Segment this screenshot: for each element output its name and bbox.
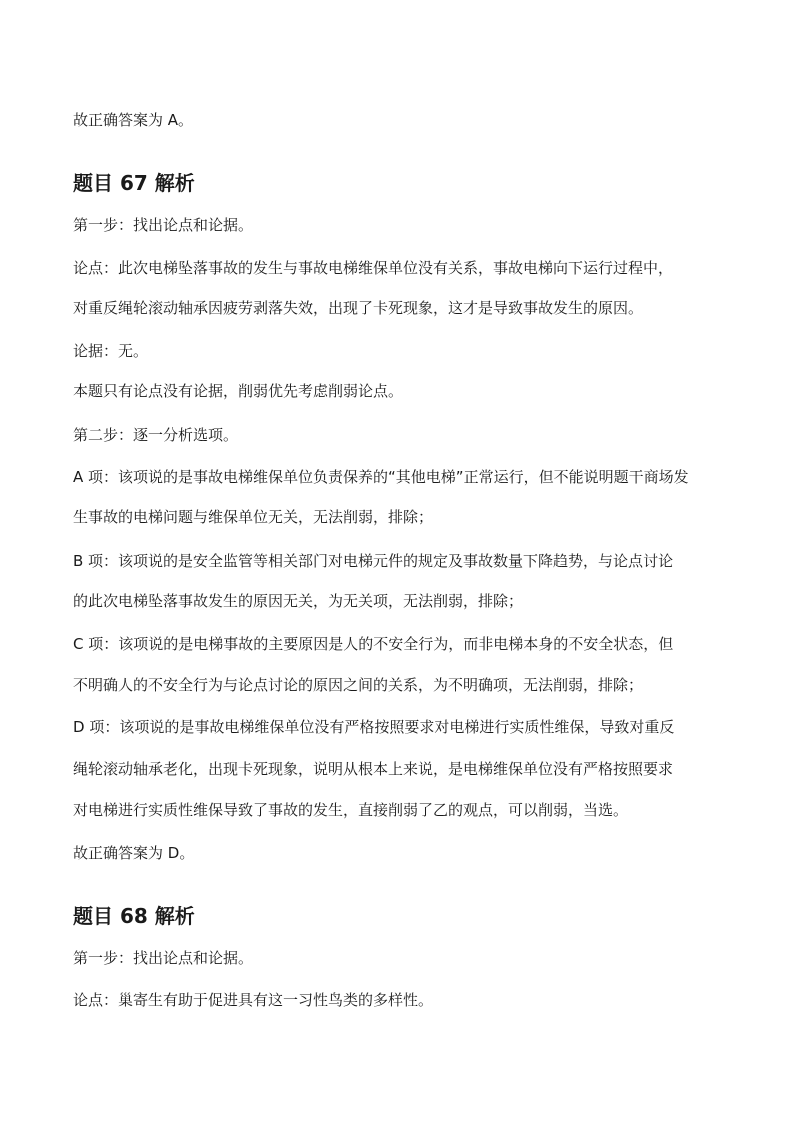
section-heading-68: 题目 68 解析 xyxy=(73,904,195,928)
argument-68: 论点：巢寄生有助于促进具有这一习性鸟类的多样性。 xyxy=(73,991,434,1009)
answer-line-67: 故正确答案为 D。 xyxy=(73,844,195,862)
strategy-67: 本题只有论点没有论据，削弱优先考虑削弱论点。 xyxy=(73,382,404,400)
option-d-line-2: 绳轮滚动轴承老化，出现卡死现象，说明从根本上来说，是电梯维保单位没有严格按照要求 xyxy=(73,760,674,778)
option-c-line-1: C 项：该项说的是电梯事故的主要原因是人的不安全行为，而非电梯本身的不安全状态，但 xyxy=(73,635,674,653)
option-a-line-1: A 项：该项说的是事故电梯维保单位负责保养的“其他电梯”正常运行，但不能说明题干商场发 xyxy=(73,468,689,486)
option-d-line-1: D 项：该项说的是事故电梯维保单位没有严格按照要求对电梯进行实质性维保，导致对重反 xyxy=(73,718,675,736)
section-heading-67: 题目 67 解析 xyxy=(73,171,195,195)
evidence-67: 论据：无。 xyxy=(73,342,149,360)
step-one-68: 第一步：找出论点和论据。 xyxy=(73,949,254,967)
option-d-line-3: 对电梯进行实质性维保导致了事故的发生，直接削弱了乙的观点，可以削弱，当选。 xyxy=(73,801,629,819)
option-b-line-2: 的此次电梯坠落事故发生的原因无关，为无关项，无法削弱，排除； xyxy=(73,592,524,610)
argument-67-line-1: 论点：此次电梯坠落事故的发生与事故电梯维保单位没有关系，事故电梯向下运行过程中， xyxy=(73,259,674,277)
answer-line-65: 故正确答案为 A。 xyxy=(73,111,194,129)
option-b-line-1: B 项：该项说的是安全监管等相关部门对电梯元件的规定及事故数量下降趋势，与论点讨论 xyxy=(73,552,674,570)
option-a-line-2: 生事故的电梯问题与维保单位无关，无法削弱，排除； xyxy=(73,508,434,526)
option-c-line-2: 不明确人的不安全行为与论点讨论的原因之间的关系，为不明确项，无法削弱，排除； xyxy=(73,676,644,694)
step-two-67: 第二步：逐一分析选项。 xyxy=(73,426,239,444)
step-one-67: 第一步：找出论点和论据。 xyxy=(73,216,254,234)
argument-67-line-2: 对重反绳轮滚动轴承因疲劳剥落失效，出现了卡死现象，这才是导致事故发生的原因。 xyxy=(73,299,644,317)
